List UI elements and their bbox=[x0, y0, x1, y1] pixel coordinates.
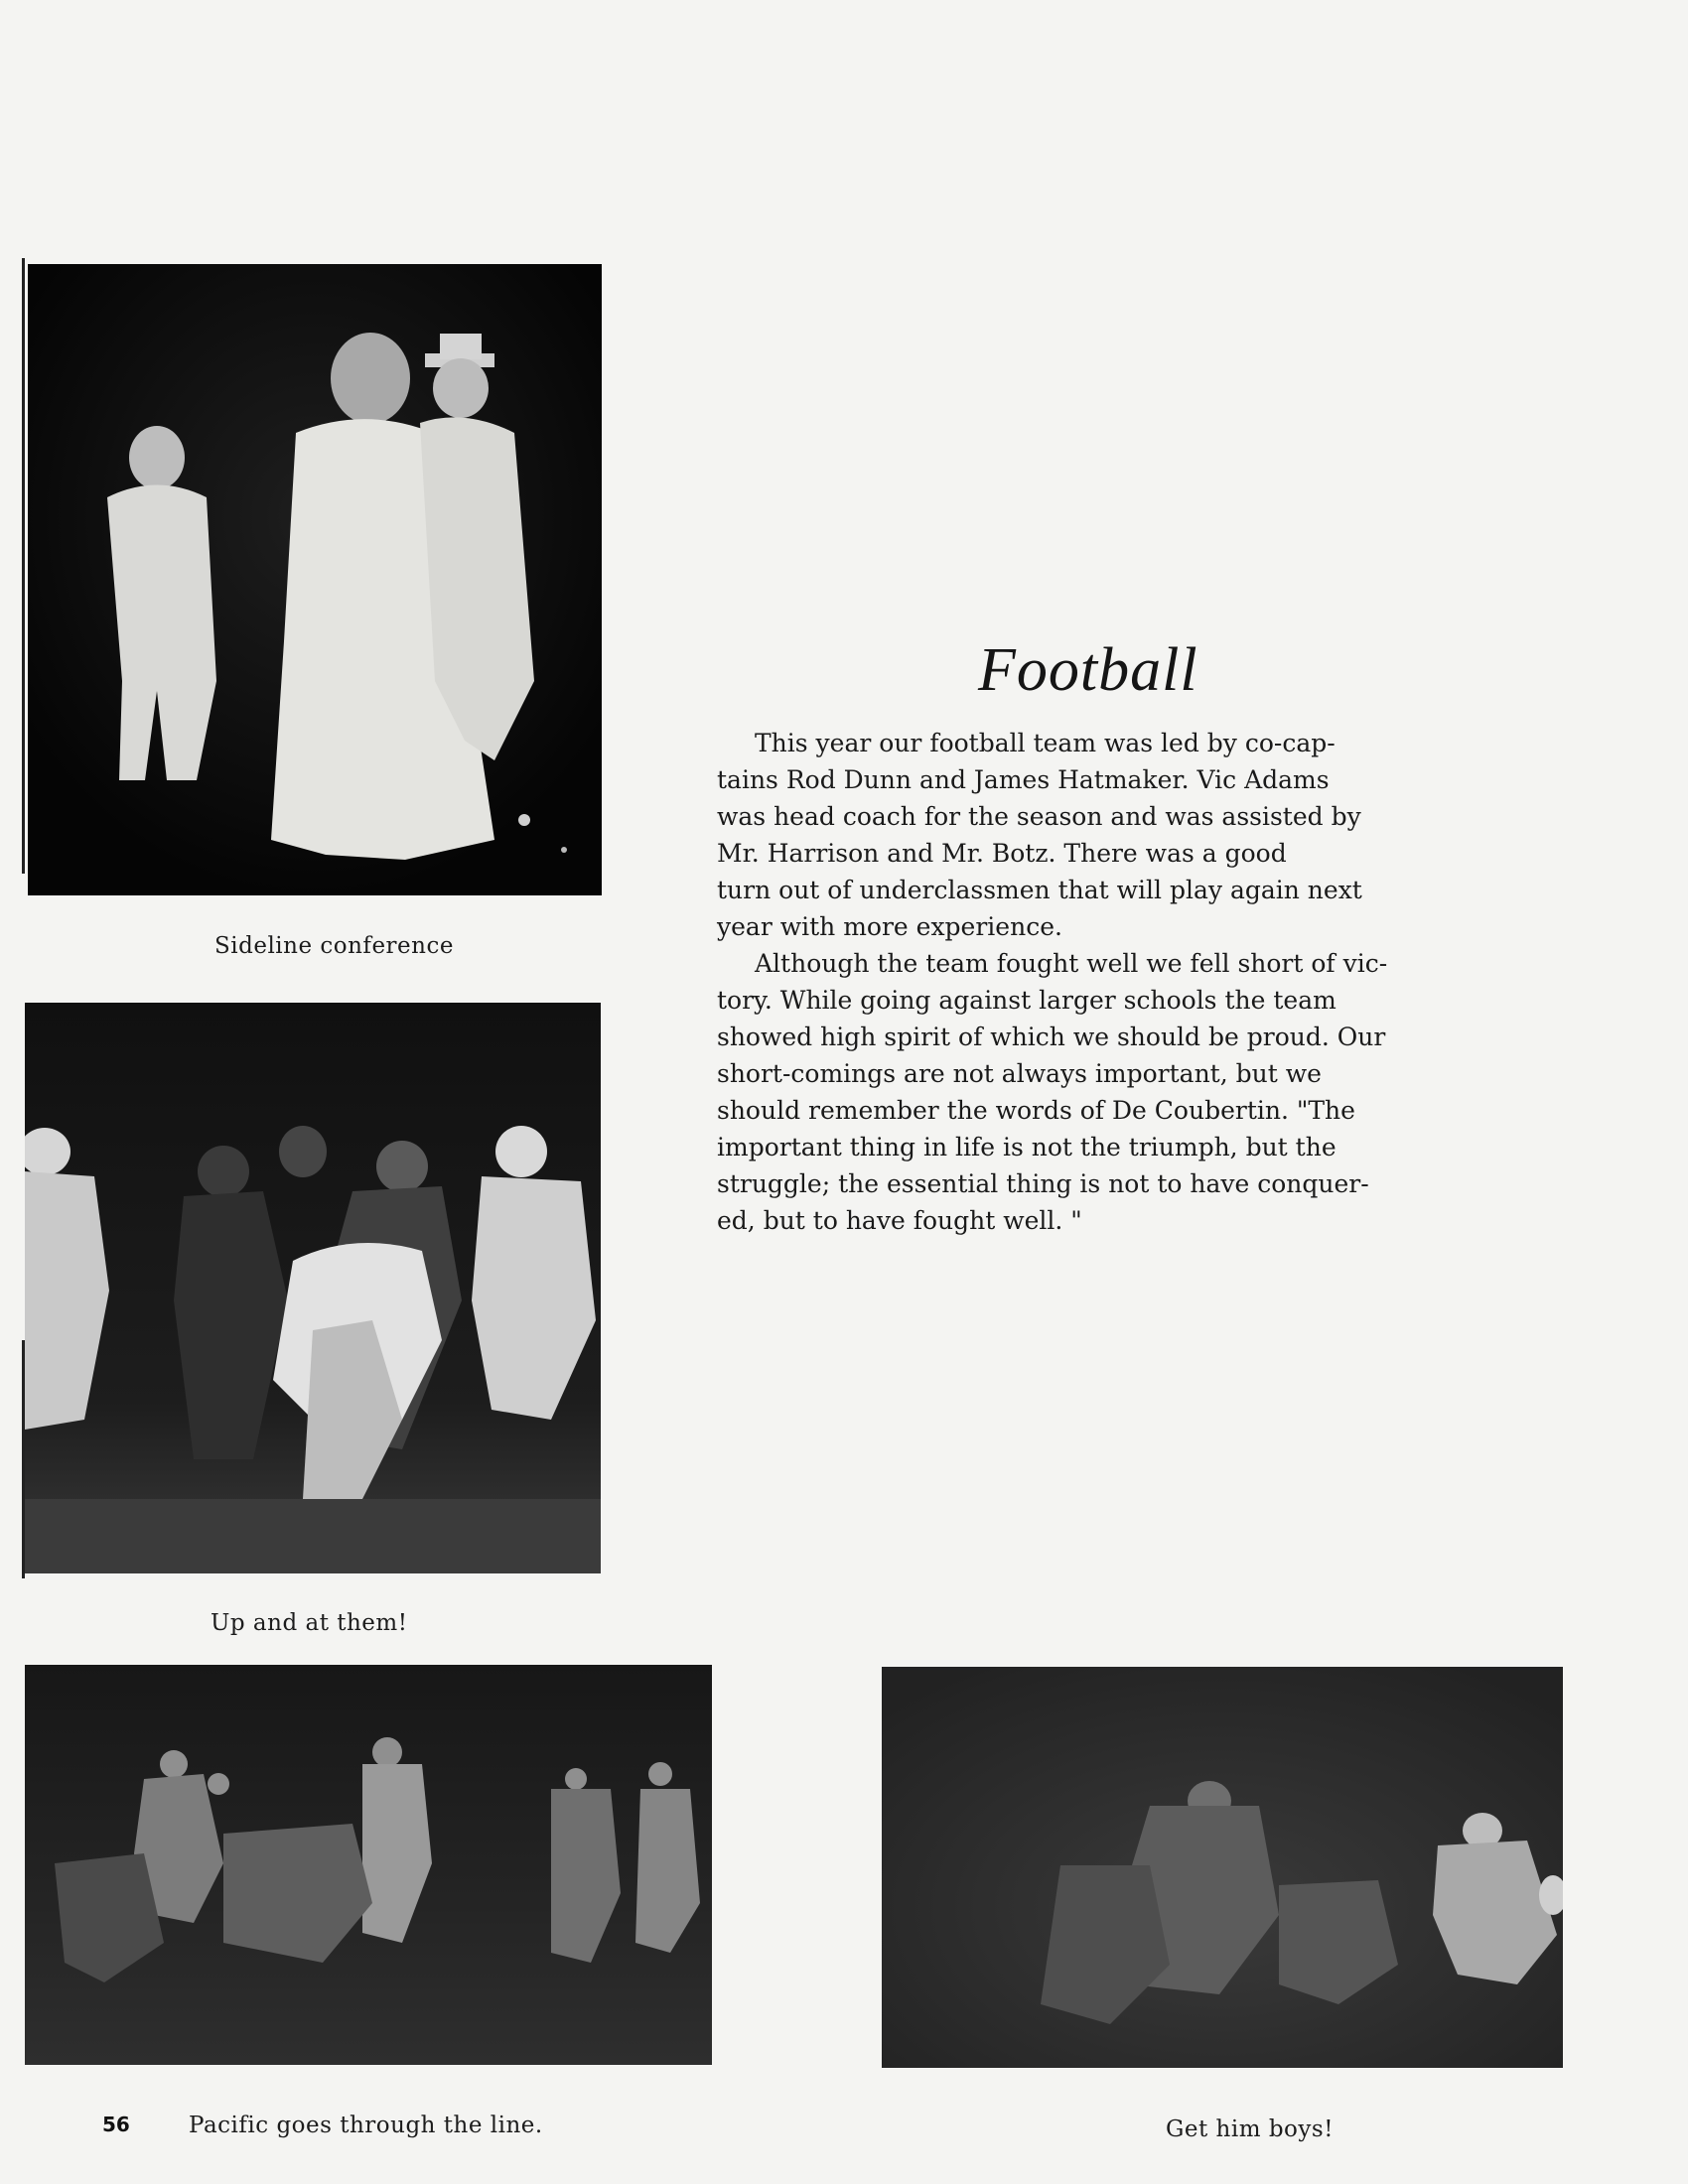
photo-up-and-at-them bbox=[25, 1003, 601, 1573]
article-line: turn out of underclassmen that will play again next bbox=[717, 876, 1362, 904]
photo-caption: Pacific goes through the line. bbox=[189, 2113, 543, 2138]
photo-caption: Up and at them! bbox=[211, 1610, 408, 1636]
article-line: Mr. Harrison and Mr. Botz. There was a good bbox=[717, 839, 1287, 868]
photo-get-him-boys bbox=[882, 1667, 1563, 2068]
article-line: ed, but to have fought well. " bbox=[717, 1206, 1082, 1235]
photo-sideline-conference bbox=[28, 264, 602, 895]
photo-caption: Get him boys! bbox=[1166, 2116, 1334, 2142]
page-number: 56 bbox=[102, 2113, 130, 2136]
article-body bbox=[717, 725, 1511, 1239]
photo-pacific-line bbox=[25, 1665, 712, 2065]
article-line: short-comings are not always important, but we bbox=[717, 1059, 1322, 1088]
article-line: tains Rod Dunn and James Hatmaker. Vic Adams bbox=[717, 765, 1330, 794]
article-line: Although the team fought well we fell short of vic- bbox=[755, 949, 1388, 978]
article-line: important thing in life is not the triumph, but the bbox=[717, 1133, 1336, 1161]
article-line: tory. While going against larger schools the team bbox=[717, 986, 1336, 1015]
article-line: year with more experience. bbox=[717, 912, 1062, 941]
photo-caption: Sideline conference bbox=[214, 933, 454, 959]
page-edge-mark bbox=[22, 258, 25, 874]
page-title: Football bbox=[978, 636, 1198, 704]
article-line: struggle; the essential thing is not to have conquer- bbox=[717, 1169, 1369, 1198]
article-line: showed high spirit of which we should be proud. Our bbox=[717, 1023, 1386, 1051]
article-line: This year our football team was led by co-cap- bbox=[755, 729, 1336, 757]
article-line: should remember the words of De Coubertin. "The bbox=[717, 1096, 1355, 1125]
article-line: was head coach for the season and was assisted by bbox=[717, 802, 1361, 831]
